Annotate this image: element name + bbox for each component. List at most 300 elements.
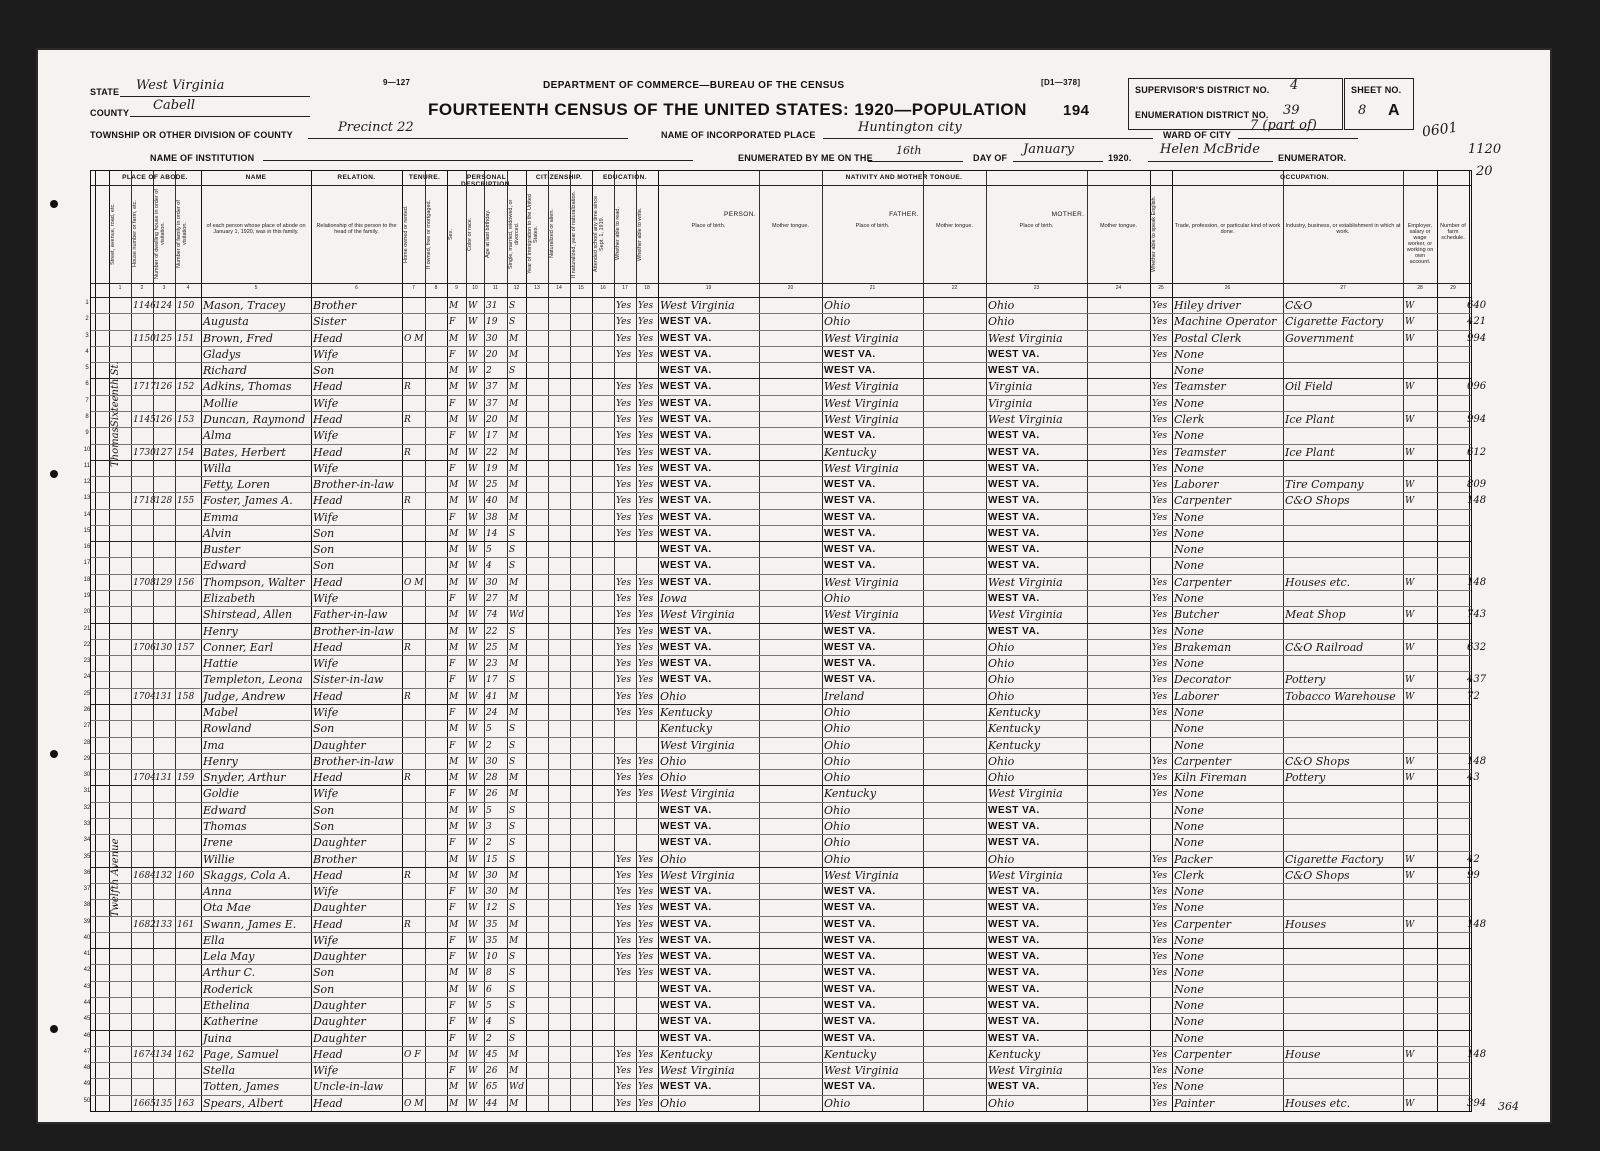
cell-read: Yes [616, 464, 632, 474]
cell-eng: Yes [1152, 903, 1168, 913]
cell-name: Spears, Albert [203, 1097, 284, 1110]
cell-race: W [468, 643, 478, 653]
cell-name: Templeton, Leona [203, 673, 303, 686]
column-header: of each person whose place of abode on January 1, 1920, was in this family. [206, 223, 306, 235]
cell-name: Swann, James E. [203, 918, 297, 931]
cell-eng: Yes [1152, 513, 1168, 523]
cell-read: Yes [616, 773, 632, 783]
cell-mpob: West Virginia [988, 576, 1063, 589]
cell-sex: M [449, 643, 459, 653]
cell-eng: Yes [1152, 610, 1168, 620]
cell-mpob: Kentucky [988, 739, 1041, 752]
cell-cls: W [1405, 578, 1415, 588]
cell-fam: 159 [177, 773, 195, 783]
column-header: Attended school any time since Sept. 1, 1919. [593, 195, 605, 273]
cell-eng: Yes [1152, 952, 1168, 962]
cell-eng: Yes [1152, 773, 1168, 783]
cell-sex: F [449, 399, 456, 409]
cell-sex: F [449, 708, 456, 718]
column-number: 14 [556, 285, 562, 291]
cell-fpob: West Virginia [824, 869, 899, 882]
cell-name: Adkins, Thomas [203, 380, 292, 393]
cell-mpob: WEST VA. [988, 626, 1040, 637]
cell-own: R [404, 415, 411, 425]
cell-pob: WEST VA. [660, 398, 712, 409]
cell-sex: F [449, 1034, 456, 1044]
column-number: 8 [434, 285, 438, 291]
cell-name: Thompson, Walter [203, 576, 305, 589]
column-number: 9 [455, 285, 458, 291]
cell-eng: Yes [1152, 675, 1168, 685]
cell-ms: M [509, 708, 519, 718]
column-header: House number or farm, etc. [132, 200, 138, 268]
cell-ms: M [509, 334, 519, 344]
cell-race: W [468, 773, 478, 783]
cell-write: Yes [638, 415, 654, 425]
cell-occ: Hiley driver [1174, 299, 1241, 312]
cell-occ: Brakeman [1174, 641, 1232, 654]
row-number: 17 [83, 560, 91, 566]
cell-write: Yes [638, 1050, 654, 1060]
cell-age: 19 [486, 464, 498, 474]
cell-ms: Wd [509, 610, 525, 620]
cell-rel: Son [313, 983, 335, 996]
cell-age: 22 [486, 448, 498, 458]
cell-eng: Yes [1152, 594, 1168, 604]
cell-read: Yes [616, 708, 632, 718]
cell-race: W [468, 627, 478, 637]
cell-ind: Pottery [1285, 673, 1326, 686]
cell-rel: Daughter [313, 1032, 366, 1045]
census-grid [83, 170, 1487, 1112]
cell-pob: WEST VA. [660, 414, 712, 425]
cell-occ: Carpenter [1174, 494, 1232, 507]
cell-mpob: WEST VA. [988, 1033, 1040, 1044]
cell-sex: F [449, 317, 456, 327]
cell-mpob: WEST VA. [988, 560, 1040, 571]
cell-sex: F [449, 887, 456, 897]
cell-ms: M [509, 382, 519, 392]
cell-house: 1682 [133, 920, 156, 930]
cell-eng: Yes [1152, 317, 1168, 327]
cell-pob: WEST VA. [660, 1000, 712, 1011]
cell-sex: M [449, 480, 459, 490]
row-number: 24 [83, 674, 91, 680]
column-header: If naturalized, year of naturalization. [571, 190, 577, 278]
row-number: 12 [83, 479, 91, 485]
cell-code: 148 [1467, 1049, 1487, 1060]
cell-mpob: Kentucky [988, 706, 1041, 719]
cell-ms: M [509, 920, 519, 930]
cell-own: O M [404, 334, 424, 344]
cell-rel: Son [313, 966, 335, 979]
column-number: 16 [600, 285, 606, 291]
cell-occ: None [1174, 348, 1204, 361]
cell-fpob: Ohio [824, 739, 851, 752]
cell-pob: WEST VA. [660, 902, 712, 913]
cell-rel: Brother [313, 299, 357, 312]
cell-occ: None [1174, 966, 1204, 979]
cell-name: Shirstead, Allen [203, 608, 293, 621]
cell-name: Ota Mae [203, 901, 251, 914]
cell-read: Yes [616, 1066, 632, 1076]
cell-write: Yes [638, 903, 654, 913]
cell-write: Yes [638, 480, 654, 490]
cell-fam: 163 [177, 1099, 195, 1109]
cell-fam: 158 [177, 692, 195, 702]
cell-name: Edward [203, 559, 247, 572]
cell-age: 4 [486, 1017, 492, 1027]
cell-read: Yes [616, 513, 632, 523]
cell-age: 37 [486, 382, 498, 392]
cell-ms: M [509, 464, 519, 474]
cell-rel: Son [313, 820, 335, 833]
column-number: 1 [118, 285, 122, 291]
cell-eng: Yes [1152, 627, 1168, 637]
cell-race: W [468, 659, 478, 669]
cell-race: W [468, 464, 478, 474]
cell-ms: M [509, 936, 519, 946]
column-rule [1283, 171, 1284, 1111]
cell-occ: Laborer [1174, 690, 1219, 703]
cell-mpob: WEST VA. [988, 1016, 1040, 1027]
cell-name: Goldie [203, 787, 239, 800]
cell-sex: F [449, 350, 456, 360]
cell-fpob: WEST VA. [824, 512, 876, 523]
cell-mpob: WEST VA. [988, 447, 1040, 458]
cell-pob: WEST VA. [660, 560, 712, 571]
cell-pob: WEST VA. [660, 821, 712, 832]
cell-dw: 132 [155, 871, 173, 881]
cell-sex: M [449, 985, 459, 995]
cell-ind: Pottery [1285, 771, 1326, 784]
cell-name: Richard [203, 364, 247, 377]
cell-pob: WEST VA. [660, 349, 712, 360]
cell-sex: F [449, 594, 456, 604]
cell-fam: 162 [177, 1050, 195, 1060]
cell-ms: S [509, 317, 516, 327]
cell-read: Yes [616, 350, 632, 360]
cell-rel: Wife [313, 885, 339, 898]
column-header: Year of immigration to the United States. [527, 194, 539, 274]
cell-rel: Head [313, 690, 343, 703]
cell-mpob: Ohio [988, 673, 1015, 686]
cell-write: Yes [638, 464, 654, 474]
ward-value: 7 (part of) [1250, 118, 1317, 133]
cell-pob: Ohio [660, 771, 687, 784]
cell-sex: F [449, 789, 456, 799]
cell-dw: 124 [155, 301, 173, 311]
column-number: 4 [186, 285, 190, 291]
cell-ms: S [509, 529, 516, 539]
cell-dw: 126 [155, 382, 173, 392]
cell-cls: W [1405, 675, 1415, 685]
row-number: 22 [83, 642, 91, 648]
cell-code: 72 [1467, 691, 1480, 702]
cell-house: 1717 [133, 382, 156, 392]
cell-name: Foster, James A. [203, 494, 293, 507]
cell-dw: 130 [155, 643, 173, 653]
cell-occ: None [1174, 625, 1204, 638]
cell-occ: None [1174, 706, 1204, 719]
cell-race: W [468, 692, 478, 702]
group-header-education: EDUCATION. [603, 174, 647, 181]
cell-ms: Wd [509, 1082, 525, 1092]
punch-hole [50, 200, 58, 208]
cell-occ: None [1174, 999, 1204, 1012]
cell-name: Ella [203, 934, 225, 947]
row-number: 36 [83, 870, 91, 876]
cell-write: Yes [638, 610, 654, 620]
cell-sex: M [449, 529, 459, 539]
cell-name: Henry [203, 755, 238, 768]
cell-write: Yes [638, 513, 654, 523]
row-number: 14 [83, 512, 91, 518]
cell-rel: Sister [313, 315, 346, 328]
cell-name: Thomas [203, 820, 247, 833]
column-rule [425, 171, 426, 1111]
cell-fpob: WEST VA. [824, 919, 876, 930]
cell-fam: 157 [177, 643, 195, 653]
cell-ind: Tire Company [1285, 478, 1364, 491]
cell-age: 31 [486, 301, 498, 311]
cell-name: Duncan, Raymond [203, 413, 306, 426]
cell-eng: Yes [1152, 334, 1168, 344]
cell-pob: WEST VA. [660, 512, 712, 523]
cell-name: Buster [203, 543, 241, 556]
cell-age: 44 [486, 1099, 498, 1109]
margin-number: 0601 [1421, 119, 1459, 141]
cell-occ: None [1174, 429, 1204, 442]
cell-fpob: WEST VA. [824, 1016, 876, 1027]
row-number: 31 [83, 788, 91, 794]
row-number: 42 [83, 967, 91, 973]
cell-age: 6 [486, 985, 492, 995]
cell-age: 41 [486, 692, 498, 702]
cell-own: R [404, 382, 411, 392]
column-header: Mother tongue. [772, 223, 809, 229]
cell-name: Mabel [203, 706, 238, 719]
cell-fpob: Kentucky [824, 1048, 877, 1061]
cell-mpob: Ohio [988, 853, 1015, 866]
cell-occ: None [1174, 1080, 1204, 1093]
cell-race: W [468, 675, 478, 685]
row-number: 15 [83, 528, 91, 534]
cell-fpob: Ohio [824, 1097, 851, 1110]
cell-name: Skaggs, Cola A. [203, 869, 291, 882]
cell-age: 65 [486, 1082, 498, 1092]
column-number: 20 [787, 285, 794, 291]
cell-code: 148 [1467, 577, 1487, 588]
cell-code: 743 [1467, 609, 1487, 620]
cell-fpob: WEST VA. [824, 1081, 876, 1092]
cell-ind: Tobacco Warehouse [1285, 690, 1396, 703]
cell-rel: Wife [313, 348, 339, 361]
cell-write: Yes [638, 920, 654, 930]
column-rule [175, 171, 176, 1111]
row-number: 45 [83, 1016, 91, 1022]
county-value: Cabell [153, 98, 196, 113]
group-header-relation: RELATION. [337, 174, 376, 181]
cell-mpob: Ohio [988, 299, 1015, 312]
column-header: Number of farm schedule. [1440, 223, 1466, 241]
cell-ind: C&O Shops [1285, 869, 1350, 882]
cell-pob: WEST VA. [660, 577, 712, 588]
cell-write: Yes [638, 659, 654, 669]
column-number: 11 [492, 285, 499, 291]
cell-mpob: WEST VA. [988, 805, 1040, 816]
cell-age: 26 [486, 789, 498, 799]
cell-read: Yes [616, 610, 632, 620]
row-number: 32 [83, 805, 91, 811]
cell-race: W [468, 855, 478, 865]
cell-mpob: West Virginia [988, 332, 1063, 345]
cell-ms: M [509, 789, 519, 799]
cell-ms: S [509, 806, 516, 816]
column-header: Color or race. [467, 217, 473, 251]
county-label: COUNTY [90, 108, 130, 118]
cell-occ: None [1174, 1015, 1204, 1028]
cell-sex: M [449, 692, 459, 702]
cell-dw: 135 [155, 1099, 173, 1109]
cell-eng: Yes [1152, 855, 1168, 865]
cell-fpob: WEST VA. [824, 560, 876, 571]
cell-ms: S [509, 985, 516, 995]
cell-code: 994 [1467, 333, 1487, 344]
cell-eng: Yes [1152, 301, 1168, 311]
row-number: 35 [83, 854, 91, 860]
cell-ms: M [509, 399, 519, 409]
cell-mpob: West Virginia [988, 413, 1063, 426]
cell-pob: WEST VA. [660, 447, 712, 458]
sheet-label: SHEET NO. [1351, 85, 1402, 95]
cell-code: 394 [1467, 1098, 1487, 1109]
cell-race: W [468, 903, 478, 913]
cell-ms: M [509, 773, 519, 783]
cell-pob: West Virginia [660, 787, 735, 800]
cell-write: Yes [638, 350, 654, 360]
cell-fpob: WEST VA. [824, 642, 876, 653]
cell-pob: WEST VA. [660, 479, 712, 490]
cell-read: Yes [616, 627, 632, 637]
cell-ind: C&O [1285, 299, 1313, 312]
cell-sex: M [449, 1082, 459, 1092]
cell-cls: W [1405, 610, 1415, 620]
cell-write: Yes [638, 1066, 654, 1076]
cell-occ: Clerk [1174, 869, 1205, 882]
cell-ms: M [509, 1066, 519, 1076]
row-number: 34 [83, 837, 91, 843]
cell-eng: Yes [1152, 692, 1168, 702]
column-rule [507, 171, 508, 1111]
cell-dw: 131 [155, 773, 173, 783]
cell-age: 10 [486, 952, 498, 962]
cell-race: W [468, 317, 478, 327]
cell-age: 5 [486, 545, 492, 555]
cell-occ: Carpenter [1174, 755, 1232, 768]
column-rule [986, 171, 987, 1111]
cell-mpob: Ohio [988, 690, 1015, 703]
cell-dw: 131 [155, 692, 173, 702]
cell-race: W [468, 382, 478, 392]
cell-read: Yes [616, 334, 632, 344]
cell-pob: WEST VA. [660, 463, 712, 474]
cell-occ: None [1174, 983, 1204, 996]
cell-fpob: Ohio [824, 771, 851, 784]
cell-race: W [468, 1099, 478, 1109]
row-number: 19 [83, 593, 91, 599]
cell-rel: Daughter [313, 999, 366, 1012]
row-number: 3 [85, 333, 89, 339]
cell-read: Yes [616, 480, 632, 490]
cell-own: R [404, 448, 411, 458]
cell-ms: M [509, 887, 519, 897]
cell-write: Yes [638, 789, 654, 799]
cell-eng: Yes [1152, 448, 1168, 458]
cell-write: Yes [638, 448, 654, 458]
cell-rel: Head [313, 576, 343, 589]
cell-read: Yes [616, 952, 632, 962]
street-name: Twelfth Avenue [110, 838, 121, 917]
column-header: Mother tongue. [936, 223, 973, 229]
cell-read: Yes [616, 382, 632, 392]
cell-pob: WEST VA. [660, 333, 712, 344]
cell-dw: 125 [155, 334, 173, 344]
cell-ind: Cigarette Factory [1285, 853, 1384, 866]
cell-occ: Teamster [1174, 380, 1226, 393]
cell-sex: M [449, 724, 459, 734]
cell-race: W [468, 1034, 478, 1044]
cell-rel: Sister-in-law [313, 673, 384, 686]
cell-age: 20 [486, 350, 498, 360]
cell-cls: W [1405, 1099, 1415, 1109]
enumerated-day: 16th [896, 144, 922, 157]
cell-cls: W [1405, 757, 1415, 767]
cell-mpob: Ohio [988, 657, 1015, 670]
cell-sex: M [449, 610, 459, 620]
cell-pob: WEST VA. [660, 805, 712, 816]
cell-sex: M [449, 871, 459, 881]
cell-race: W [468, 366, 478, 376]
cell-fpob: WEST VA. [824, 902, 876, 913]
cell-cls: W [1405, 496, 1415, 506]
column-number: 21 [869, 285, 876, 291]
group-header-mother: MOTHER. [1051, 211, 1085, 218]
cell-mpob: WEST VA. [988, 967, 1040, 978]
row-number: 50 [83, 1098, 91, 1104]
column-header: Employer, salary or wage worker, or working on own account. [1406, 223, 1434, 265]
cell-name: Alvin [203, 527, 232, 540]
cell-sex: M [449, 806, 459, 816]
township-value: Precinct 22 [338, 120, 414, 135]
cell-own: R [404, 692, 411, 702]
enumerated-label: ENUMERATED BY ME ON THE [738, 153, 873, 163]
column-rule [402, 171, 403, 1111]
cell-read: Yes [616, 594, 632, 604]
cell-pob: WEST VA. [660, 430, 712, 441]
cell-own: R [404, 871, 411, 881]
cell-pob: Kentucky [660, 722, 713, 735]
census-sheet [38, 50, 1550, 1122]
column-header: Industry, business, or establishment in which at work. [1285, 223, 1401, 235]
cell-mpob: WEST VA. [988, 593, 1040, 604]
cell-race: W [468, 822, 478, 832]
row-number: 37 [83, 886, 91, 892]
cell-fpob: WEST VA. [824, 528, 876, 539]
cell-occ: None [1174, 820, 1204, 833]
cell-ms: M [509, 448, 519, 458]
column-header: Whether able to read. [615, 207, 621, 261]
